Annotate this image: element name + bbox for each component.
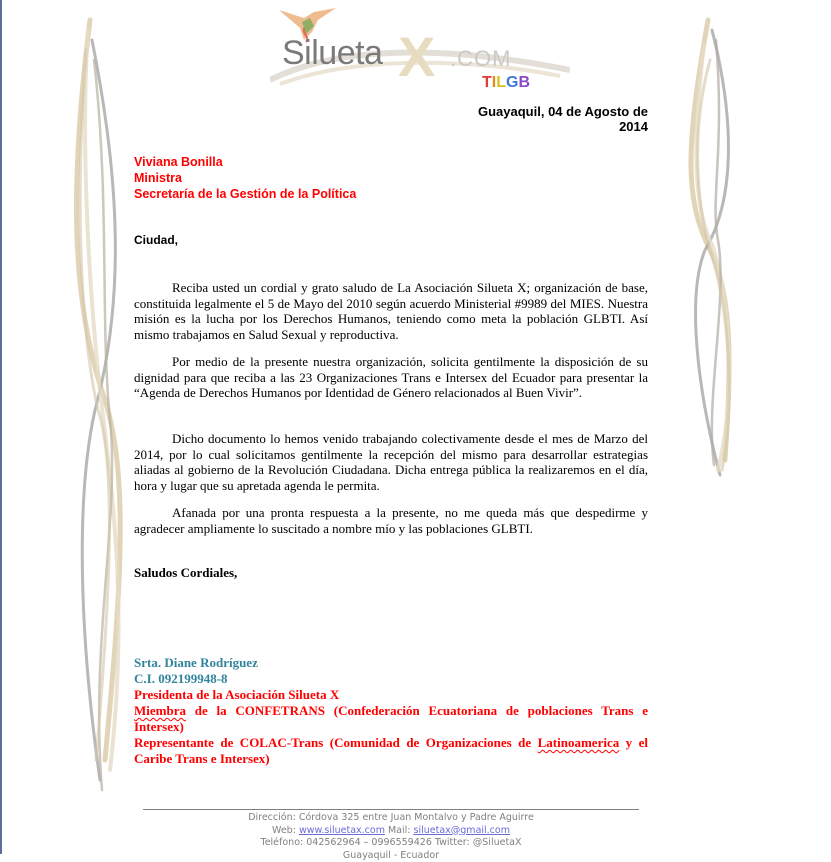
recipient-name: Viviana Bonilla bbox=[134, 154, 356, 170]
footer-divider bbox=[143, 809, 639, 810]
website-link[interactable]: www.siluetax.com bbox=[299, 825, 385, 836]
spellcheck-word: Miembra bbox=[134, 703, 186, 718]
signer-role-2-text: de la CONFETRANS (Confederación Ecuatoriana de poblaciones Trans e Intersex) bbox=[134, 703, 648, 734]
logo-tag-text bbox=[482, 74, 530, 92]
siluetax-logo bbox=[250, 0, 570, 100]
signer-role-3-end: y el Caribe Trans e Intersex) bbox=[134, 735, 648, 766]
footer-city: Guayaquil - Ecuador bbox=[143, 850, 639, 862]
paragraph-text: Por medio de la presente nuestra organización, solicita gentilmente la disposición de su dignidad para que reciba a las 23 Organizaciones Trans e Intersex del Ecuador para presentar la “Agenda de Derechos Humanos por Identidad de Género relacionados al Buen Vivir”. bbox=[134, 354, 648, 400]
body-paragraph-3 bbox=[134, 431, 648, 493]
signer-name: Srta. Diane Rodríguez bbox=[134, 655, 648, 671]
logo-tag-letter: B bbox=[518, 74, 530, 91]
decorative-ribbon-left-icon bbox=[70, 0, 130, 854]
logo-x-text: X bbox=[398, 24, 435, 89]
body-paragraph-2 bbox=[134, 354, 648, 401]
recipient-title: Ministra bbox=[134, 170, 356, 186]
logo-brand-text: Silueta bbox=[282, 34, 382, 73]
recipient-block bbox=[134, 154, 356, 202]
recipient-institution: Secretaría de la Gestión de la Política bbox=[134, 186, 356, 202]
closing: Saludos Cordiales, bbox=[134, 565, 237, 581]
mail-label: Mail: bbox=[385, 825, 414, 836]
signature-block bbox=[134, 655, 648, 767]
paragraph-text: Reciba usted un cordial y grato saludo de La Asociación Silueta X; organización de base, constituida legalmente el 5 de Mayo del 2010 según acuerdo Ministerial #9989 del MIES. Nuestra misión es la lucha por los Derechos Humanos, teniendo como meta la población GLBTI. Así mismo trabajamos en Salud Sexual y reproductiva. bbox=[134, 280, 648, 342]
logo-tag-letter: I bbox=[492, 74, 496, 91]
logo-tag-letter: L bbox=[496, 74, 506, 91]
letter-date: Guayaquil, 04 de Agosto de 2014 bbox=[458, 104, 648, 134]
signer-role-1: Presidenta de la Asociación Silueta X bbox=[134, 687, 648, 703]
logo-tag-letter: G bbox=[506, 74, 518, 91]
greeting: Ciudad, bbox=[134, 233, 178, 247]
footer-contact bbox=[143, 825, 639, 838]
signer-role-2 bbox=[134, 703, 648, 735]
footer-address: Dirección: Córdova 325 entre Juan Montalvo y Padre Aguirre bbox=[143, 812, 639, 825]
logo-domain-text: .COM bbox=[450, 46, 511, 72]
body-paragraph-1 bbox=[134, 280, 648, 342]
decorative-ribbon-right-icon bbox=[680, 0, 750, 854]
signer-id: C.I. 092199948-8 bbox=[134, 671, 648, 687]
spellcheck-word: Latinoamerica bbox=[538, 735, 620, 750]
footer bbox=[143, 812, 639, 862]
web-label: Web: bbox=[272, 825, 299, 836]
logo-tag-letter: T bbox=[482, 74, 492, 91]
signer-role-3 bbox=[134, 735, 648, 767]
paragraph-text: Dicho documento lo hemos venido trabajando colectivamente desde el mes de Marzo del 2014, por lo cual solicitamos gentilmente la recepción del mismo para desarrollar estrategias aliadas al gobierno de la Revolución Ciudadana. Dicha entrega pública la realizaremos en el día, hora y lugar que su apretada agenda le permita. bbox=[134, 431, 648, 493]
body-paragraph-4 bbox=[134, 505, 648, 536]
signer-role-3-text: Representante de COLAC-Trans (Comunidad de Organizaciones de bbox=[134, 735, 538, 750]
paragraph-text: Afanada por una pronta respuesta a la presente, no me queda más que despedirme y agradecer ampliamente lo suscitado a nombre mío y las poblaciones GLBTI. bbox=[134, 505, 648, 536]
footer-phone: Teléfono: 042562964 – 0996559426 Twitter: @SiluetaX bbox=[143, 837, 639, 850]
email-link[interactable]: siluetax@gmail.com bbox=[414, 825, 510, 836]
